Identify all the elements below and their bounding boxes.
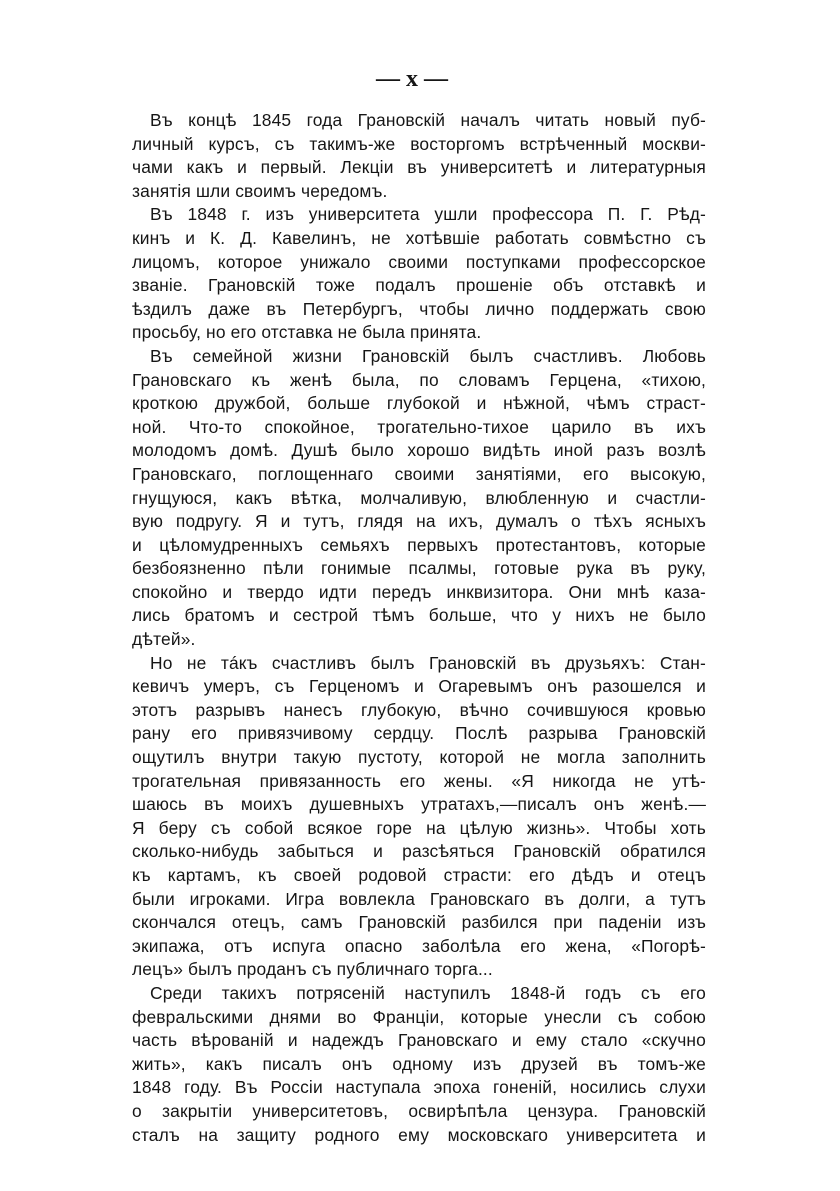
text-body — [132, 109, 706, 1147]
text-line: безбоязненно пѣли гонимые псалмы, готовые рука въ руку, — [132, 558, 706, 579]
text-line: сколько-нибудь забыться и разсѣяться Грановскій обратился — [132, 841, 706, 862]
text-line: кинъ и К. Д. Кавелинъ, не хотѣвшіе работать совмѣстно съ — [132, 227, 706, 248]
text-line: скончался отецъ, самъ Грановскій разбился при паденіи изъ — [132, 912, 706, 933]
text-line: шаюсь въ моихъ душевныхъ утратахъ,—писалъ онъ женѣ.— — [132, 794, 706, 815]
text-line: лись братомъ и сестрой тѣмъ больше, что у нихъ не было — [132, 605, 706, 626]
paragraph-1 — [132, 109, 706, 203]
text-line: жить», какъ писалъ онъ одному изъ друзей въ томъ-же — [132, 1053, 706, 1074]
text-line: вую подругу. Я и тутъ, глядя на ихъ, думалъ о тѣхъ ясныхъ — [132, 511, 706, 532]
text-line: Я беру съ собой всякое горе на цѣлую жизнь». Чтобы хоть — [132, 817, 706, 838]
text-line: чами какъ и первый. Лекціи въ университетѣ и литературныя — [132, 157, 706, 178]
text-line: Среди такихъ потрясеній наступилъ 1848-й годъ съ его — [150, 982, 706, 1003]
text-line: кроткою дружбой, больше глубокой и нѣжной, чѣмъ страст- — [132, 393, 706, 414]
text-line: Грановскаго къ женѣ была, по словамъ Герцена, «тихою, — [132, 369, 706, 390]
paragraph-5 — [132, 982, 706, 1147]
text-line: Въ концѣ 1845 года Грановскій началъ читать новый пуб- — [150, 110, 706, 130]
text-line: Въ семейной жизни Грановскій былъ счастливъ. Любовь — [150, 345, 706, 366]
text-line: о закрытіи университетовъ, освирѣпѣла цензура. Грановскій — [132, 1100, 706, 1121]
text-line: лицомъ, которое унижало своими поступками профессорское — [132, 251, 706, 272]
page-number: — x — — [376, 66, 448, 92]
text-line: къ картамъ, къ своей родовой страсти: его дѣдъ и отецъ — [132, 865, 706, 885]
text-line: экипажа, отъ испуга опасно заболѣла его жена, «Погорѣ- — [132, 935, 706, 956]
paragraph-4 — [132, 652, 706, 982]
text-line: февральскими днями во Франціи, которые унесли съ собою — [132, 1006, 706, 1027]
text-line: 1848 году. Въ Россіи наступала эпоха гоненій, носились слухи — [132, 1077, 706, 1098]
text-line: ѣздилъ даже въ Петербургъ, чтобы лично поддержать свою — [132, 298, 706, 319]
text-line: кевичъ умеръ, съ Герценомъ и Огаревымъ онъ разошелся и — [132, 676, 706, 697]
paragraph-3 — [132, 345, 706, 652]
text-line: просьбу, но его отставка не была принята. — [132, 322, 482, 343]
text-line: часть вѣрованій и надеждъ Грановскаго и ему стало «скучно — [132, 1030, 706, 1051]
text-line: Грановскаго, поглощеннаго своими занятіями, его высокую, — [132, 463, 706, 484]
text-line: лецъ» былъ проданъ съ публичнаго торга... — [132, 959, 493, 980]
text-line: Въ 1848 г. изъ университета ушли профессора П. Г. Рѣд- — [150, 204, 706, 225]
text-line: Но не тáкъ счастливъ былъ Грановскій въ друзьяхъ: Стан- — [150, 652, 706, 673]
text-line: званіе. Грановскій тоже подалъ прошеніе объ отставкѣ и — [132, 275, 706, 296]
text-line: дѣтей». — [132, 629, 196, 650]
text-line: спокойно и твердо идти передъ инквизитора. Они мнѣ каза- — [132, 581, 706, 602]
text-line: были игроками. Игра вовлекла Грановскаго въ долги, а тутъ — [132, 888, 706, 909]
text-line: сталъ на защиту родного ему московскаго университета и — [132, 1124, 706, 1145]
paragraph-2 — [132, 203, 706, 345]
text-line: ной. Что-то спокойное, трогательно-тихое царило въ ихъ — [132, 416, 706, 437]
text-line: личный курсъ, съ такимъ-же восторгомъ встрѣченный москви- — [132, 133, 706, 154]
text-line: гнущуюся, какъ вѣтка, молчаливую, влюбленную и счастли- — [132, 487, 706, 508]
text-line: рану его привязчивому сердцу. Послѣ разрыва Грановскій — [132, 723, 706, 744]
text-line: занятія шли своимъ чередомъ. — [132, 180, 388, 201]
text-line: молодомъ домѣ. Душѣ было хорошо видѣть иной разъ возлѣ — [132, 440, 706, 461]
text-line: трогательная привязанность его жены. «Я никогда не утѣ- — [132, 770, 706, 791]
text-line: и цѣломудренныхъ семьяхъ первыхъ протестантовъ, которые — [132, 534, 706, 555]
text-line: ощутилъ внутри такую пустоту, которой не могла заполнить — [132, 747, 706, 768]
text-line: этотъ разрывъ нанесъ глубокую, вѣчно сочившуюся кровью — [132, 699, 706, 720]
